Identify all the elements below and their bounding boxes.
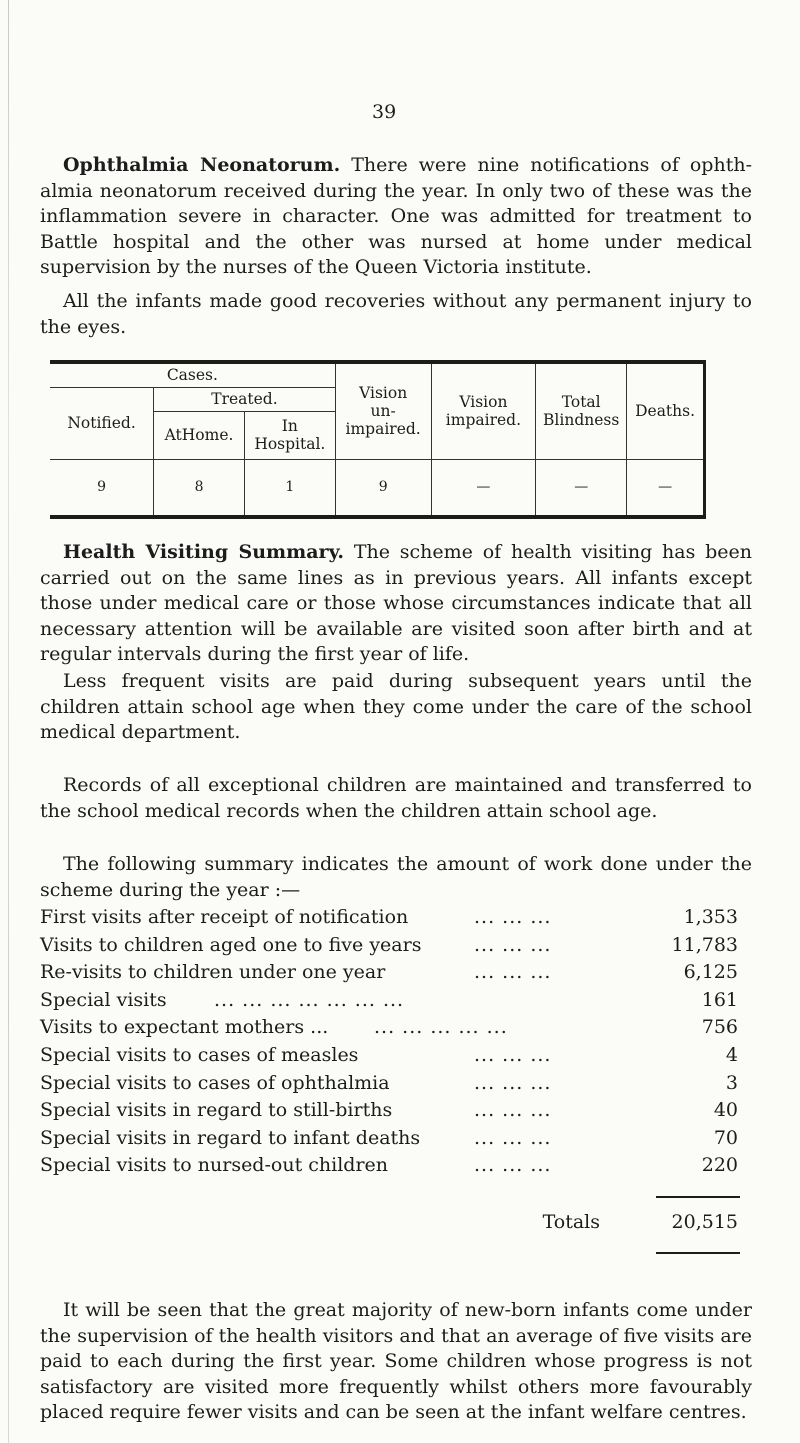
summary-row: Special visits ... ... ... ... ... ... ... 161	[40, 988, 738, 1011]
vision-impaired-header: Vision impaired.	[431, 362, 536, 459]
summary-row: Re-visits to children under one year ... ... ... 6,125	[40, 961, 738, 984]
summary-row: Special visits in regard to still-births ... ... ... 40	[40, 1099, 738, 1122]
following-summary-text: The following summary indicates the amount of work done under the scheme during the year :—	[40, 853, 752, 901]
summary-row: Special visits in regard to infant deaths ... ... ... 70	[40, 1126, 738, 1149]
notified-header: Notified.	[50, 387, 154, 459]
cases-header: Cases.	[50, 362, 335, 387]
summary-row: Special visits to cases of measles ... ... ... 4	[40, 1043, 738, 1066]
conclusion-text: It will be seen that the great majority of new-born infants come under the supervision of the health visitors and that an average of five visits are paid to each during the first year. Some children whose progress is not satisfactory are visited more frequently whilst others more favourably placed require fewer visits and can be seen at the infant welfare centres.	[40, 1299, 752, 1423]
treated-header: Treated.	[154, 387, 336, 411]
page-number: 39	[372, 101, 397, 123]
summary-row: First visits after receipt of notification ... ... ... 1,353	[40, 906, 738, 928]
vision-impaired-value: —	[431, 459, 536, 517]
in-hospital-header: In Hospital.	[244, 411, 335, 459]
ophthalmia-paragraph	[40, 153, 752, 281]
records-text: Records of all exceptional children are maintained and transferred to the school medical records when the children attain school age.	[40, 774, 752, 822]
ophthalmia-heading: Ophthalmia Neonatorum.	[63, 154, 341, 176]
records-paragraph	[40, 773, 752, 824]
visit-summary-list	[40, 906, 738, 1233]
vision-unimpaired-value: 9	[335, 459, 431, 517]
total-blindness-header: Total Blindness	[536, 362, 627, 459]
summary-row: Visits to children aged one to five years ... ... ... 11,783	[40, 933, 738, 956]
health-visiting-body: The scheme of health visiting has been carried out on the same lines as in previous years. All infants except those under medical care or those whose circumstances indicate that all necessary attention will be available are visited soon after birth and at regular intervals during the first year of life.	[40, 541, 753, 665]
in-hospital-value: 1	[244, 459, 335, 517]
summary-row: Visits to expectant mothers ... ... ... ... ... ... 756	[40, 1016, 738, 1039]
totals-row	[40, 1211, 738, 1233]
page-binding-edge	[8, 0, 9, 1443]
deaths-header: Deaths.	[627, 362, 705, 459]
recoveries-text: All the infants made good recoveries without any permanent injury to the eyes.	[40, 290, 752, 338]
less-frequent-text: Less frequent visits are paid during subsequent years until the children attain school age when they come under the care of the school medical department.	[40, 670, 752, 743]
ophthalmia-table	[50, 360, 706, 519]
notified-value: 9	[50, 459, 154, 517]
ophthalmia-body: There were nine notifications of ophth-almia neonatorum received during the year. In only two of these was the inflammation severe in character. One was admitted for treatment to Battle hospital and the other was nursed at home under medical supervision by the nurses of the Queen Victoria institute.	[40, 154, 752, 278]
totals-label: Totals	[542, 1211, 600, 1233]
recoveries-paragraph	[40, 289, 752, 340]
at-home-value: 8	[154, 459, 245, 517]
summary-row: Special visits to cases of ophthalmia ... ... ... 3	[40, 1071, 738, 1094]
following-summary-paragraph	[40, 852, 752, 903]
totals-rule-bottom	[656, 1252, 740, 1254]
health-visiting-paragraph	[40, 540, 752, 668]
summary-row: Special visits to nursed-out children ... ... ... 220	[40, 1154, 738, 1177]
totals-rule-top	[656, 1196, 740, 1198]
at-home-header: AtHome.	[154, 411, 245, 459]
vision-unimpaired-header: Vision un- impaired.	[335, 362, 431, 459]
deaths-value: —	[627, 459, 705, 517]
total-blindness-value: —	[536, 459, 627, 517]
less-frequent-paragraph	[40, 669, 752, 746]
health-visiting-heading: Health Visiting Summary.	[63, 541, 345, 563]
conclusion-paragraph	[40, 1298, 752, 1426]
totals-value: 20,515	[671, 1211, 738, 1233]
